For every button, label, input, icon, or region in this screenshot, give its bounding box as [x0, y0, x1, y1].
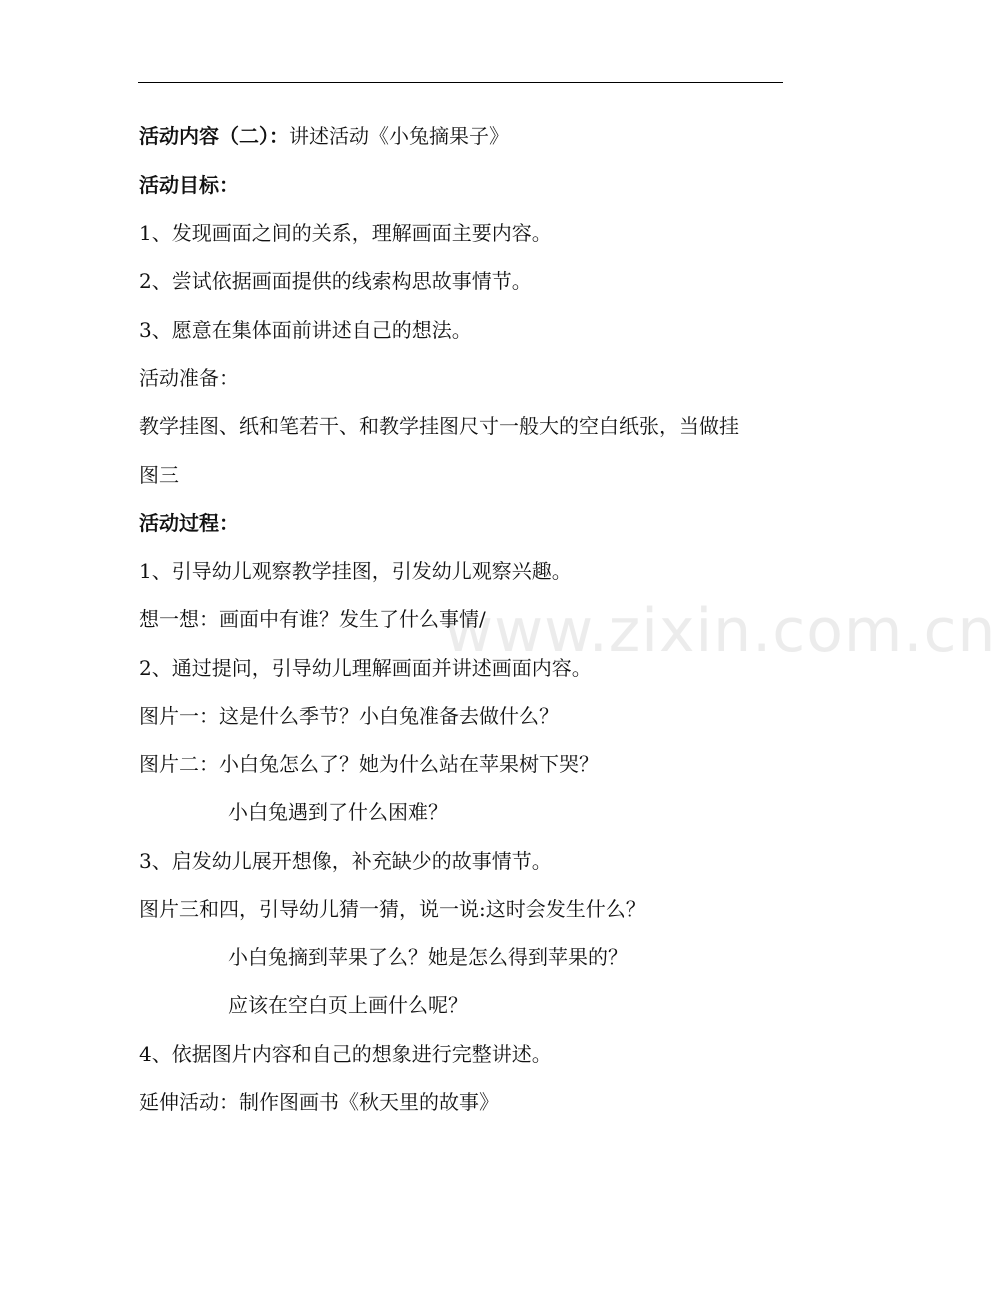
process-line-indented: 应该在空白页上画什么呢？ — [228, 993, 468, 1017]
prep-text-line: 教学挂图、纸和笔若干、和教学挂图尺寸一般大的空白纸张，当做挂 — [139, 414, 739, 438]
goal-item: 1、发现画面之间的关系，理解画面主要内容。 — [139, 221, 552, 245]
process-heading: 活动过程： — [139, 511, 239, 535]
process-step: 3、启发幼儿展开想像，补充缺少的故事情节。 — [139, 849, 552, 873]
extension-activity: 延伸活动：制作图画书《秋天里的故事》 — [139, 1090, 499, 1114]
process-line: 图片二：小白兔怎么了？她为什么站在苹果树下哭？ — [139, 752, 599, 776]
activity-title-text: 讲述活动《小兔摘果子》 — [289, 124, 509, 148]
activity-title — [139, 122, 509, 150]
watermark: www.zixin.com.cn — [444, 596, 996, 666]
process-step: 4、依据图片内容和自己的想象进行完整讲述。 — [139, 1042, 552, 1066]
process-step: 2、通过提问，引导幼儿理解画面并讲述画面内容。 — [139, 656, 592, 680]
process-line: 图片三和四，引导幼儿猜一猜，说一说:这时会发生什么？ — [139, 897, 646, 921]
process-line: 图片一：这是什么季节？小白兔准备去做什么？ — [139, 704, 559, 728]
goal-item: 3、愿意在集体面前讲述自己的想法。 — [139, 318, 472, 342]
process-step: 1、引导幼儿观察教学挂图，引发幼儿观察兴趣。 — [139, 559, 572, 583]
prep-heading: 活动准备： — [139, 366, 239, 390]
activity-title-label: 活动内容（二）： — [139, 124, 289, 148]
process-line-indented: 小白兔摘到苹果了么？她是怎么得到苹果的？ — [228, 945, 628, 969]
process-line-indented: 小白兔遇到了什么困难？ — [228, 800, 448, 824]
goals-heading: 活动目标： — [139, 173, 239, 197]
goal-item: 2、尝试依据画面提供的线索构思故事情节。 — [139, 269, 532, 293]
process-line: 想一想：画面中有谁？发生了什么事情/ — [139, 607, 486, 631]
prep-text-line: 图三 — [139, 463, 179, 487]
header-rule — [138, 82, 783, 83]
